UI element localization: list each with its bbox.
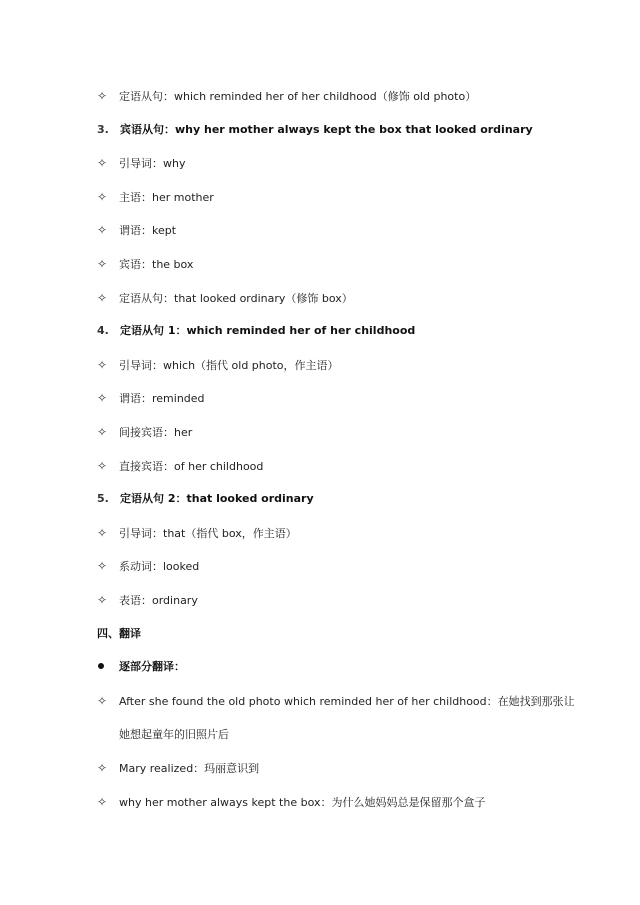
list-item — [97, 153, 185, 173]
sparkle-bullet-icon: ✧ — [97, 291, 108, 305]
section-title — [97, 624, 141, 644]
sparkle-bullet-icon: ✧ — [97, 257, 108, 271]
section-title-text: 四、翻译 — [97, 627, 141, 640]
sparkle-bullet-icon: ✧ — [97, 223, 108, 237]
bullet-heading — [97, 657, 185, 677]
list-item-text: 引导词：which（指代 old photo，作主语） — [119, 359, 339, 372]
list-item-text: 间接宾语：her — [119, 426, 193, 439]
bullet-heading-text: 逐部分翻译： — [119, 660, 185, 673]
section-number: 3. — [97, 123, 109, 136]
section-heading-text: 定语从句 2：that looked ordinary — [120, 492, 314, 505]
list-item-continuation — [119, 725, 229, 745]
sparkle-bullet-icon: ✧ — [97, 89, 108, 103]
section-heading-5 — [97, 489, 314, 509]
list-item-text: 主语：her mother — [119, 191, 214, 204]
list-item — [97, 187, 214, 207]
list-item-text: 谓语：kept — [119, 224, 177, 237]
list-item — [97, 691, 575, 711]
list-item-text: 定语从句：that looked ordinary（修饰 box） — [119, 292, 353, 305]
section-heading-4 — [97, 321, 415, 341]
list-item — [97, 792, 486, 812]
list-item-text: 引导词：why — [119, 157, 186, 170]
sparkle-bullet-icon: ✧ — [97, 694, 108, 708]
list-item — [97, 758, 259, 778]
sparkle-bullet-icon: ✧ — [97, 358, 108, 372]
sparkle-bullet-icon: ✧ — [97, 526, 108, 540]
sparkle-bullet-icon: ✧ — [97, 459, 108, 473]
list-item — [97, 590, 198, 610]
sparkle-bullet-icon: ✧ — [97, 391, 108, 405]
list-item — [97, 422, 192, 442]
list-item-text: 直接宾语：of her childhood — [119, 460, 264, 473]
section-heading-text: 宾语从句：why her mother always kept the box that looked ordinary — [120, 123, 533, 136]
list-item-text: 系动词：looked — [119, 560, 200, 573]
list-item — [97, 86, 476, 106]
bullet-dot-icon — [98, 663, 104, 669]
list-item-text: Mary realized：玛丽意识到 — [119, 762, 260, 775]
sparkle-bullet-icon: ✧ — [97, 559, 108, 573]
sparkle-bullet-icon: ✧ — [97, 795, 108, 809]
list-item-text: why her mother always kept the box：为什么她妈妈总是保留那个盒子 — [119, 796, 486, 809]
list-item-text: 表语：ordinary — [119, 594, 198, 607]
list-item — [97, 254, 193, 274]
list-item — [97, 355, 339, 375]
sparkle-bullet-icon: ✧ — [97, 190, 108, 204]
list-item — [97, 456, 263, 476]
list-item-text: 她想起童年的旧照片后 — [119, 728, 229, 741]
list-item — [97, 388, 205, 408]
section-number: 5. — [97, 492, 109, 505]
list-item — [97, 523, 297, 543]
section-heading-text: 定语从句 1：which reminded her of her childhood — [120, 324, 416, 337]
section-heading-3 — [97, 120, 533, 140]
list-item — [97, 556, 199, 576]
list-item-text: 宾语：the box — [119, 258, 194, 271]
list-item-text: 谓语：reminded — [119, 392, 205, 405]
sparkle-bullet-icon: ✧ — [97, 156, 108, 170]
list-item-text: 引导词：that（指代 box，作主语） — [119, 527, 297, 540]
list-item-text: After she found the old photo which reminded her of her childhood：在她找到那张让 — [119, 695, 575, 708]
sparkle-bullet-icon: ✧ — [97, 425, 108, 439]
sparkle-bullet-icon: ✧ — [97, 761, 108, 775]
section-number: 4. — [97, 324, 109, 337]
sparkle-bullet-icon: ✧ — [97, 593, 108, 607]
list-item — [97, 288, 353, 308]
list-item — [97, 220, 176, 240]
list-item-text: 定语从句：which reminded her of her childhood（修饰 old photo） — [119, 90, 477, 103]
